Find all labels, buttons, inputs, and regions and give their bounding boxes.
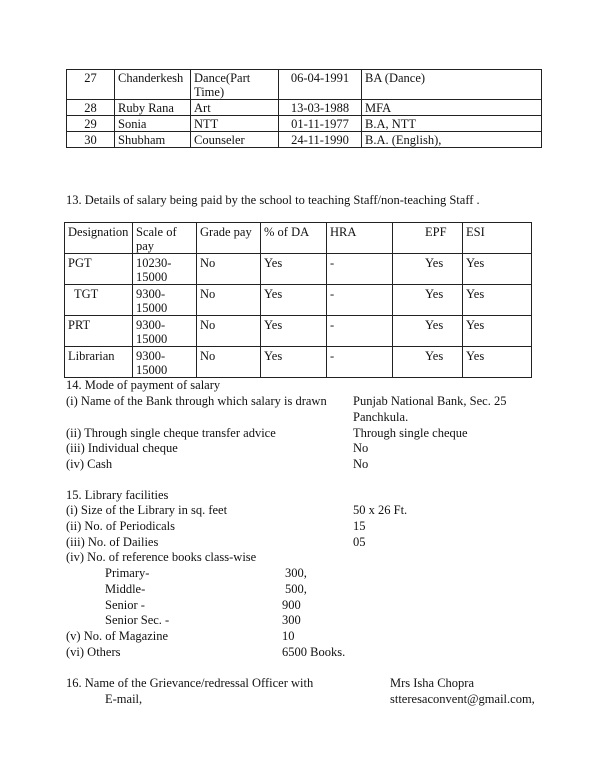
cell-hra: - bbox=[327, 347, 393, 378]
section-13-heading: 13. Details of salary being paid by the school to teaching Staff/non-teaching Staff . bbox=[66, 193, 480, 207]
cell-grade: No bbox=[197, 316, 261, 347]
section-15-heading: 15. Library facilities bbox=[66, 488, 169, 502]
cell-scale bbox=[133, 285, 197, 316]
staff-sno: 30 bbox=[67, 132, 115, 148]
table-row bbox=[65, 316, 532, 347]
cell-designation: TGT bbox=[65, 285, 133, 316]
cell-epf: Yes bbox=[393, 254, 463, 285]
table-row bbox=[65, 254, 532, 285]
section-16-heading: 16. Name of the Grievance/redressal Officer with bbox=[66, 676, 314, 690]
staff-qualification: MFA bbox=[362, 100, 542, 116]
staff-qualification: B.A, NTT bbox=[362, 116, 542, 132]
staff-designation: Art bbox=[191, 100, 279, 116]
staff-qualification: BA (Dance) bbox=[362, 70, 542, 100]
staff-dob: 01-11-1977 bbox=[279, 116, 362, 132]
ref-middle-value: 500, bbox=[285, 582, 307, 596]
cell-grade: No bbox=[197, 285, 261, 316]
others-label: (vi) Others bbox=[66, 645, 121, 659]
dailies-label: (iii) No. of Dailies bbox=[66, 535, 159, 549]
bank-label: (i) Name of the Bank through which salary is drawn bbox=[66, 394, 327, 408]
header-scale-line1: Scale of bbox=[136, 225, 177, 239]
staff-table bbox=[66, 69, 542, 148]
table-row bbox=[65, 347, 532, 378]
header-hra: HRA bbox=[327, 223, 393, 254]
staff-sno: 28 bbox=[67, 100, 115, 116]
cell-esi: Yes bbox=[463, 347, 532, 378]
email-label: E-mail, bbox=[105, 692, 143, 706]
cheque-transfer-label: (ii) Through single cheque transfer advice bbox=[66, 426, 276, 440]
bank-value-line2: Panchkula. bbox=[353, 410, 409, 424]
staff-sno: 29 bbox=[67, 116, 115, 132]
header-grade: Grade pay bbox=[197, 223, 261, 254]
header-epf: EPF bbox=[393, 223, 463, 254]
cell-da: Yes bbox=[261, 347, 327, 378]
staff-designation: Counseler bbox=[191, 132, 279, 148]
cell-grade: No bbox=[197, 347, 261, 378]
cash-value: No bbox=[353, 457, 369, 471]
magazine-label: (v) No. of Magazine bbox=[66, 629, 169, 643]
ref-senior-label: Senior - bbox=[105, 598, 145, 612]
library-size-label: (i) Size of the Library in sq. feet bbox=[66, 503, 228, 517]
header-scale bbox=[133, 223, 197, 254]
cell-scale-line1: 9300- bbox=[136, 349, 166, 363]
bank-value: Punjab National Bank, Sec. 25 bbox=[353, 394, 507, 408]
ref-primary-label: Primary- bbox=[105, 566, 150, 580]
staff-name: Sonia bbox=[115, 116, 191, 132]
cheque-transfer-value: Through single cheque bbox=[353, 426, 468, 440]
cell-scale-line2: 15000 bbox=[136, 363, 168, 377]
header-esi: ESI bbox=[463, 223, 532, 254]
cell-scale-line1: 9300- bbox=[136, 318, 166, 332]
cell-hra: - bbox=[327, 285, 393, 316]
cell-scale-line2: 15000 bbox=[136, 270, 168, 284]
salary-table bbox=[64, 222, 532, 378]
staff-qualification: B.A. (English), bbox=[362, 132, 542, 148]
table-row bbox=[67, 116, 542, 132]
table-header-row bbox=[65, 223, 532, 254]
cell-designation: PGT bbox=[65, 254, 133, 285]
library-size-value: 50 x 26 Ft. bbox=[353, 503, 408, 517]
section-14-heading: 14. Mode of payment of salary bbox=[66, 378, 221, 392]
ref-senior-sec-label: Senior Sec. - bbox=[105, 613, 170, 627]
cell-da: Yes bbox=[261, 316, 327, 347]
cell-da: Yes bbox=[261, 285, 327, 316]
magazine-value: 10 bbox=[282, 629, 295, 643]
staff-name: Shubham bbox=[115, 132, 191, 148]
cash-label: (iv) Cash bbox=[66, 457, 113, 471]
cell-epf: Yes bbox=[393, 347, 463, 378]
ref-senior-value: 900 bbox=[282, 598, 301, 612]
ref-middle-label: Middle- bbox=[105, 582, 146, 596]
cell-designation: Librarian bbox=[65, 347, 133, 378]
cell-epf: Yes bbox=[393, 316, 463, 347]
staff-designation: NTT bbox=[191, 116, 279, 132]
cell-esi: Yes bbox=[463, 316, 532, 347]
staff-dob: 24-11-1990 bbox=[279, 132, 362, 148]
header-scale-line2: pay bbox=[136, 239, 155, 253]
cell-scale-line1: 9300- bbox=[136, 287, 166, 301]
table-row bbox=[67, 70, 542, 100]
cell-scale-line1: 10230- bbox=[136, 256, 172, 270]
periodicals-label: (ii) No. of Periodicals bbox=[66, 519, 176, 533]
cell-scale bbox=[133, 347, 197, 378]
cell-designation: PRT bbox=[65, 316, 133, 347]
officer-email: stteresaconvent@gmail.com, bbox=[390, 692, 535, 706]
cell-esi: Yes bbox=[463, 285, 532, 316]
cell-esi: Yes bbox=[463, 254, 532, 285]
staff-name: Chanderkesh bbox=[115, 70, 191, 100]
ref-primary-value: 300, bbox=[285, 566, 307, 580]
staff-sno: 27 bbox=[67, 70, 115, 100]
header-da: % of DA bbox=[261, 223, 327, 254]
cell-hra: - bbox=[327, 316, 393, 347]
individual-cheque-value: No bbox=[353, 441, 369, 455]
staff-dob: 06-04-1991 bbox=[279, 70, 362, 100]
staff-name: Ruby Rana bbox=[115, 100, 191, 116]
officer-name: Mrs Isha Chopra bbox=[390, 676, 475, 690]
table-row bbox=[67, 132, 542, 148]
cell-epf: Yes bbox=[393, 285, 463, 316]
cell-scale bbox=[133, 254, 197, 285]
staff-designation: Dance(Part Time) bbox=[191, 70, 279, 100]
ref-senior-sec-value: 300 bbox=[282, 613, 301, 627]
cell-scale-line2: 15000 bbox=[136, 301, 168, 315]
cell-scale-line2: 15000 bbox=[136, 332, 168, 346]
reference-books-label: (iv) No. of reference books class-wise bbox=[66, 550, 257, 564]
dailies-value: 05 bbox=[353, 535, 366, 549]
cell-hra: - bbox=[327, 254, 393, 285]
others-value: 6500 Books. bbox=[282, 645, 346, 659]
table-row bbox=[65, 285, 532, 316]
cell-scale bbox=[133, 316, 197, 347]
individual-cheque-label: (iii) Individual cheque bbox=[66, 441, 178, 455]
staff-dob: 13-03-1988 bbox=[279, 100, 362, 116]
cell-grade: No bbox=[197, 254, 261, 285]
cell-da: Yes bbox=[261, 254, 327, 285]
periodicals-value: 15 bbox=[353, 519, 366, 533]
table-row bbox=[67, 100, 542, 116]
header-designation: Designation bbox=[65, 223, 133, 254]
